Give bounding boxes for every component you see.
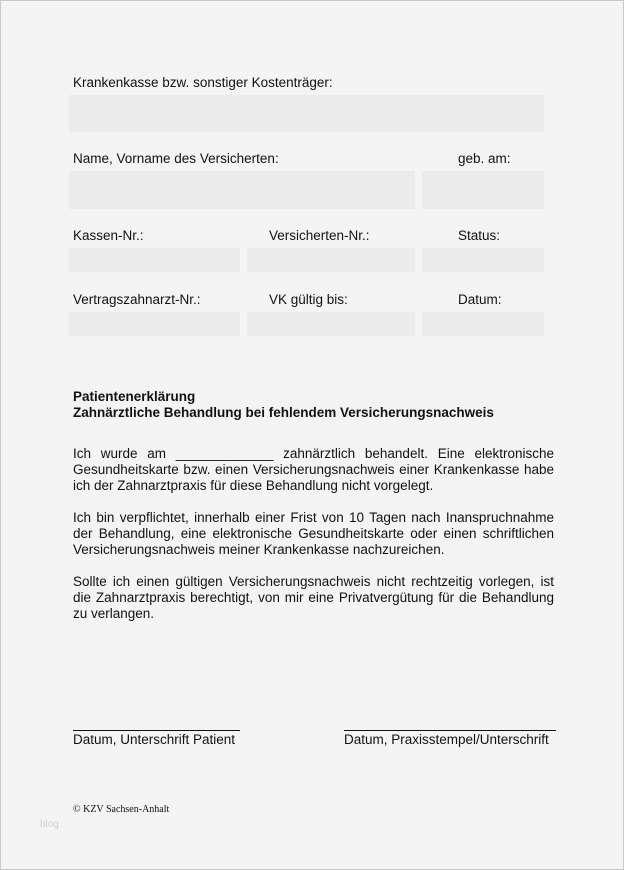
vertragszahnarzt-field[interactable] [69, 312, 240, 336]
krankenkasse-field[interactable] [69, 95, 544, 132]
versicherten-nr-field[interactable] [247, 248, 415, 272]
patient-signature-line [73, 730, 240, 731]
geb-field[interactable] [422, 171, 544, 209]
paragraph-2: Ich bin verpflichtet, innerhalb einer Frist von 10 Tagen nach Inanspruchnahme der Behandlung, eine elektronische Gesundheitskarte oder einen schriftlichen Versicherungsnachweis meiner Krankenkasse nachzureichen. [73, 510, 554, 557]
datum-label: Datum: [458, 292, 502, 307]
name-field[interactable] [69, 171, 415, 209]
status-label: Status: [458, 228, 501, 243]
paragraph-1: Ich wurde am _____________ zahnärztlich behandelt. Eine elektronische Gesundheitskarte bzw. einen Versicherungsnachweis einer Krankenkasse habe ich der Zahnarztpraxis für diese Behandlung nicht vorgelegt. [73, 446, 554, 493]
paragraph-3: Sollte ich einen gültigen Versicherungsnachweis nicht rechtzeitig vorlegen, ist die Zahnarztpraxis berechtigt, von mir eine Privatvergütung für die Behandlung zu verlangen. [73, 574, 554, 621]
name-label: Name, Vorname des Versicherten: [73, 151, 279, 166]
datum-field[interactable] [422, 312, 544, 336]
declaration-title: Patientenerklärung [73, 389, 196, 404]
copyright: © KZV Sachsen-Anhalt [73, 804, 170, 815]
vertragszahnarzt-label: Vertragszahnarzt-Nr.: [73, 292, 201, 307]
patient-signature-label: Datum, Unterschrift Patient [73, 732, 236, 747]
krankenkasse-label: Krankenkasse bzw. sonstiger Kostenträger: [73, 75, 333, 90]
kassen-nr-field[interactable] [69, 248, 240, 272]
vk-label: VK gültig bis: [269, 292, 348, 307]
declaration-subtitle: Zahnärztliche Behandlung bei fehlendem Versicherungsnachweis [73, 405, 494, 420]
watermark: blog [40, 819, 59, 830]
vk-field[interactable] [247, 312, 415, 336]
kassen-nr-label: Kassen-Nr.: [73, 228, 144, 243]
versicherten-nr-label: Versicherten-Nr.: [269, 228, 370, 243]
geb-label: geb. am: [458, 151, 511, 166]
practice-signature-label: Datum, Praxisstempel/Unterschrift [344, 732, 549, 747]
practice-signature-line [344, 730, 556, 731]
status-field[interactable] [422, 248, 544, 272]
